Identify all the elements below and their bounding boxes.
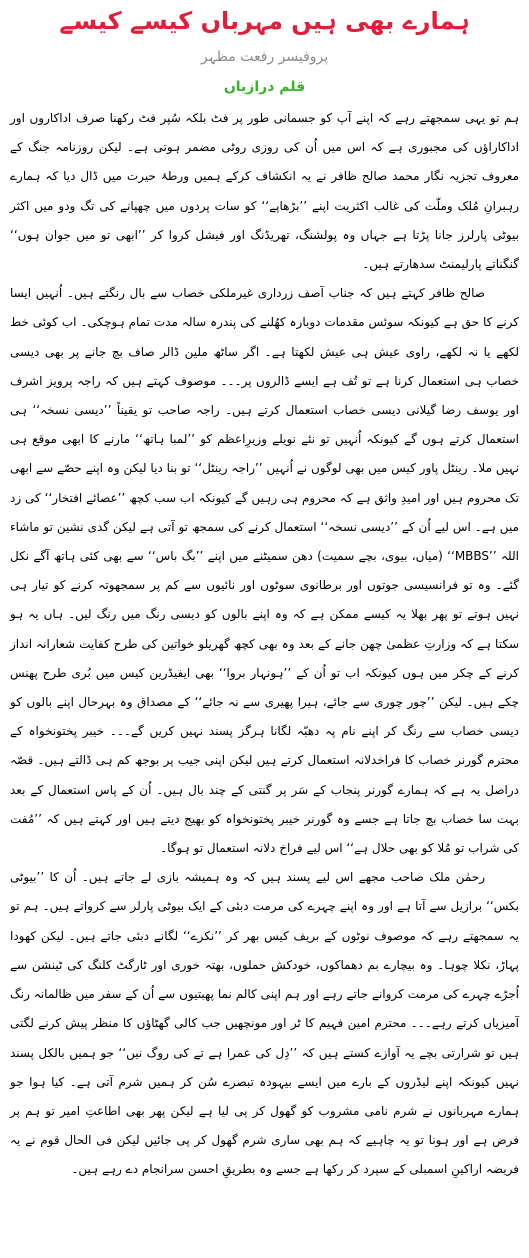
article-paragraph-3: رحمٰن ملک صاحب مجھے اس لیے پسند ہیں کہ وہ ہمیشہ بازی لے جاتے ہیں۔ اُن کا ’’بیوٹی بکس‘‘ برازیل سے آتا ہے اور وہ اپنے چہرے کی مرمت دبئی کے ایک بیوٹی پارلر سے کرواتے ہیں۔ ہم تو یہ سمجھتے رہے کہ موصوف نوٹوں کے بریف کیس بھر کر ’’نکرے‘‘ لگانے دبئی جاتے ہیں۔ لیکن کھودا پہاڑ، نکلا چوہا۔ وہ بیچارے بم دھماکوں، خودکش حملوں، بھتہ خوری اور ٹارگٹ کلنگ کی ٹینشن سے اُجڑے چہرے کی مرمت کروانے جاتے رہے اور ہم اپنی کالم نما پھبتیوں سے اُن کے سفر میں ظالمانہ رنگ آمیزیاں کرتے رہے۔۔۔ محترم امین فہیم کا ٹر اور مونچھیں جب کالی گھٹاؤں کا منظر پیش کرنے لگتی ہیں تو شرارتی بچے یہ آوازے کستے ہیں کہ ’’دِل کی عمرا ہے تے کی روگ نیں‘‘ جو ہمیں بالکل پسند نہیں کیونکہ اپنے لیڈروں کے بارے میں ایسے بیہودہ تبصرے سُن کر ہمیں شرم آتی ہے۔ کیا ہوا جو ہمارے مہربانوں نے شرم نامی مشروب کو گھول کر پی لیا ہے لیکن پھر بھی اطاعتِ امیر تو ہم پر فرض ہے اور ہونا تو یہ چاہیے کہ ہم بھی ساری شرم گھول کر پی جائیں لیکن فی الحال قوم نے یہ فریضہ اراکینِ اسمبلی کے سپرد کر رکھا ہے جسے وہ بطریقِ احسن سرانجام دے رہے ہیں۔ [10, 870, 519, 1177]
article-title: ہمارے بھی ہیں مہرباں کیسے کیسے [59, 7, 470, 35]
article-paragraph-1: ہم تو یہی سمجھتے رہے کہ اپنے آپ کو جسمانی طور پر فٹ بلکہ سُپر فٹ رکھنا صرف اداکاروں اور اداکاراؤں کی مجبوری ہے کہ اس میں اُن کی روزی روٹی مضمر ہوتی ہے۔ لیکن روزنامہ جنگ کے معروف تجزیہ نگار محمد صالح ظافر نے یہ انکشاف کرکے ہمیں ورطۂ حیرت میں ڈال دیا کہ ہمارے رہبرانِ مُلک وملّت کی غالب اکثریت اپنے ’’بڑھاپے‘‘ کو سات پردوں میں چھپانے کی تگ ودو میں اکثر بیوٹی پارلرز جانا پڑتا ہے جہاں وہ پولشنگ، تھریڈنگ اور فیشل کروا کر ’’ابھی تو میں جوان ہوں‘‘ گنگناتے پارلیمنٹ سدھارتے ہیں۔ [10, 111, 519, 272]
author-name: پروفیسر رفعت مظہر [200, 49, 329, 65]
article-paragraph-2: صالح ظافر کہتے ہیں کہ جناب آصف زرداری غیرملکی خصاب سے بال رنگتے ہیں۔ اُنہیں ایسا کرنے کا حق ہے کیونکہ سوئس مقدمات دوبارہ کھُلنے کی پندرہ سالہ مدت تمام ہوچکی۔ اب کوئی خط لکھے یا نہ لکھے، راوی عیش ہی عیش لکھتا ہے۔ اگر ساٹھ ملین ڈالر صاف بچ جانے پر بھی دیسی خصاب ہی استعمال کرنا ہے تو تُف ہے ایسے ڈالروں پر۔۔۔ موصوف کہتے ہیں کہ راجہ پرویز اشرف اور یوسف رضا گیلانی دیسی خصاب استعمال کرتے ہیں۔ راجہ صاحب تو یقیناً ’’دیسی نسخہ‘‘ ہی استعمال کرتے ہوں گے کیونکہ اُنہیں تو نئے نویلے وزیرِاعظم کو ’’لمبا ہاتھ‘‘ مارنے کا ابھی موقع ہی نہیں ملا۔ رینٹل پاور کیس میں بھی لوگوں نے اُنہیں ’’راجہ رینٹل‘‘ تو بنا دیا لیکن وہ اپنے حصّے سے ابھی تک محروم ہیں اور امیدِ واثق ہے کہ محروم ہی رہیں گے کیونکہ اب سب کچھ ’’عصائے افتخار‘‘ کی زد میں ہے۔ اس لیے اُن کے ’’دیسی نسخہ‘‘ استعمال کرنے کی سمجھ تو آتی ہے لیکن گدی نشین تو ماشاء اللہ ’’MBBS‘‘ (میاں، بیوی، بچے سمیت) دھن سمیٹنے میں اپنے ’’بگ باس‘‘ سے بھی کئی ہاتھ آگے نکل گئے۔ وہ تو فرانسیسی جوتوں اور برطانوی سوٹوں اور نائیوں سے کم پر سمجھوتہ کرنے کو تیار ہی نہیں ہوتے تو پھر بھلا یہ کیسے ممکن ہے کہ وہ اپنے بالوں کو دیسی رنگ میں رنگ لیں۔ ہاں یہ ہو سکتا ہے کہ وزارتِ عظمیٰ چھن جانے کے بعد وہ بھی کچھ گھریلو خواتین کی طرح کفایت شعارانہ انداز کرنے کے چکر میں ہوں کیونکہ اب تو اُن کے ’’ہونہار بروا‘‘ بھی ایفیڈرین کیس میں بُری طرح پھنس چکے ہیں۔ لیکن ’’چور چوری سے جائے، ہیرا پھیری سے نہ جائے‘‘ کے مصداق وہ بہرحال اپنے بالوں کو دیسی خصاب سے رنگ کر اپنے نام پہ دھبّہ لگانا ہرگز پسند نہیں کریں گے۔۔۔ خیبر پختونخواہ کے محترم گورنر خصاب کا فراخدلانہ استعمال کرتے ہیں لیکن اپنی جیب پر بوجھ کم ہی ڈالتے ہیں۔ قصّہ دراصل یہ ہے کہ ہمارے گورنر پنجاب کے سَر پر گنتی کے چند بال ہیں۔ اُن کے پاس استعمال کے بعد بہت سا خصاب بچ جاتا ہے جسے وہ گورنر خیبر پختونخواہ کو بھیج دیتے ہیں اور کہتے ہیں کہ ’’مُفت کی شراب تو مُلا کو بھی حلال ہے‘‘ اس لیے فراخ دلانہ استعمال تو ہوگا۔ [10, 286, 519, 856]
article-body [10, 104, 519, 1185]
column-name: قلم درازیاں [223, 79, 306, 95]
